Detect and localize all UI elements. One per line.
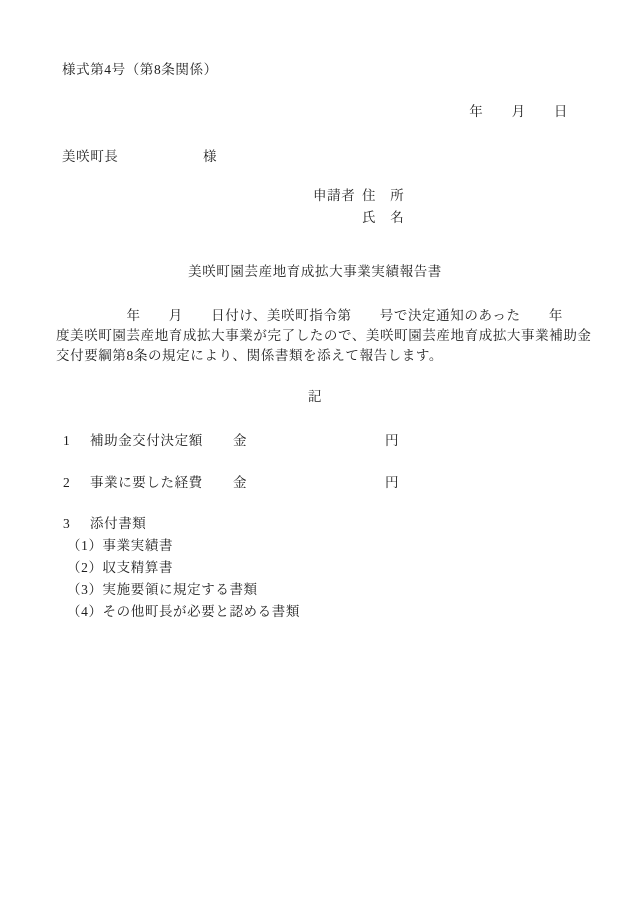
body-line: 年 月 日付け、美咲町指令第 号で決定通知のあった 年 [56, 308, 563, 323]
body-line: 度美咲町園芸産地育成拡大事業が完了したので、美咲町園芸産地育成拡大事業補助金 [56, 328, 592, 343]
addressee-name: 美咲町長 [62, 149, 119, 164]
applicant-label: 申請者 [313, 188, 356, 203]
item-number: 3 [63, 516, 71, 531]
date-line: 年 月 日 [469, 104, 568, 119]
attachment-item: （1）事業実績書 [67, 538, 174, 553]
amount-suffix: 円 [385, 433, 400, 448]
document-title: 美咲町園芸産地育成拡大事業実績報告書 [188, 264, 442, 279]
item-number: 2 [63, 475, 71, 490]
item-label: 添付書類 [90, 516, 147, 531]
item-label: 事業に要した経費 [90, 475, 203, 490]
attachment-item: （4）その他町長が必要と認める書類 [67, 604, 300, 619]
addressee-honorific: 様 [203, 149, 218, 164]
body-line: 交付要綱第8条の規定により、関係書類を添えて報告します。 [56, 348, 443, 363]
item-number: 1 [63, 433, 71, 448]
attachment-item: （2）収支精算書 [67, 560, 174, 575]
form-number: 様式第4号（第8条関係） [62, 62, 218, 77]
applicant-address-label: 住 所 [362, 188, 405, 203]
applicant-name-label: 氏 名 [362, 210, 405, 225]
attachment-item: （3）実施要領に規定する書類 [67, 582, 258, 597]
amount-prefix: 金 [233, 475, 248, 490]
list-marker: 記 [307, 389, 323, 404]
item-label: 補助金交付決定額 [90, 433, 203, 448]
amount-suffix: 円 [385, 475, 400, 490]
amount-prefix: 金 [233, 433, 248, 448]
